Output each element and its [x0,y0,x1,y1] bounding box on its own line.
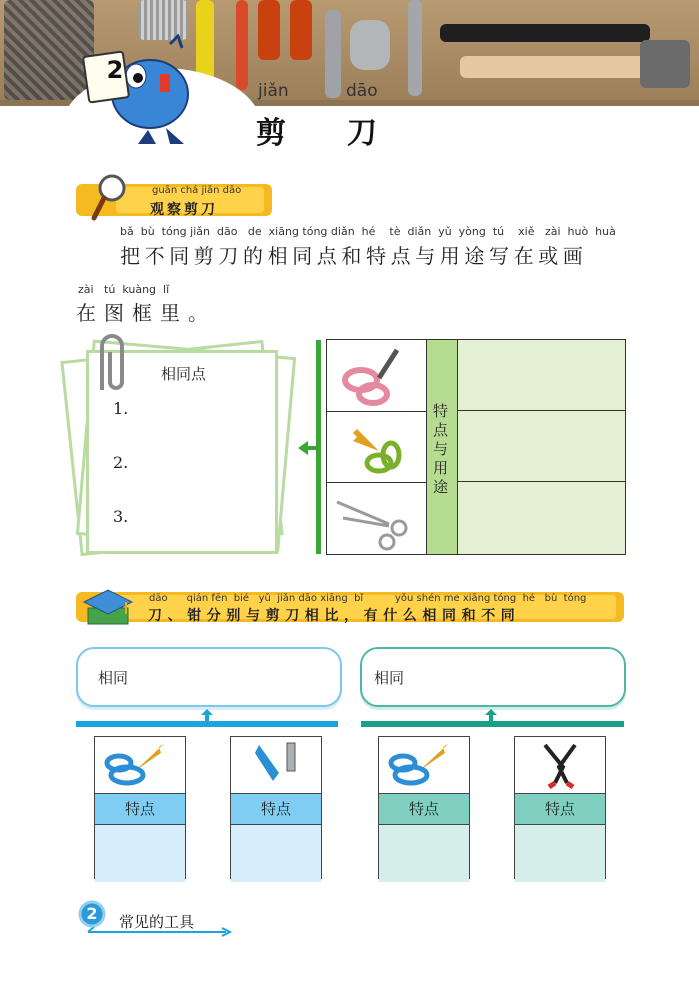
pliers-handle-image [258,0,280,60]
tool-card-2-label: 特点 [231,793,321,825]
similarity-item-1[interactable]: 1. [113,399,129,418]
title-pinyin-2: dāo [346,81,378,101]
compare-right-box[interactable] [360,647,626,707]
features-header: 特点与用途 [433,402,449,496]
features-table [326,339,626,555]
instruction-pinyin-2: zài tú kuàng lǐ [78,283,170,296]
title-char-1: 剪 [256,116,286,151]
knife-icon [231,737,321,789]
compare-left-bar [76,721,338,727]
tool-card-2 [230,736,322,879]
feature-answer-1[interactable] [458,340,625,411]
tool-card-3-answer[interactable] [379,825,469,882]
title-char-2: 刀 [347,116,377,151]
compare-right-bar [361,721,624,727]
compare-left-label: 相同 [98,669,129,687]
zigzag-scissors-icon [379,737,469,789]
similarity-item-3[interactable]: 3. [113,507,129,526]
features-header-cell [427,340,458,554]
feature-image-cell-2 [327,411,427,483]
tool-card-4 [514,736,606,879]
adjustable-wrench-image [350,20,390,70]
screwdriver-image [236,0,248,90]
section1-title: 观察剪刀 [150,202,218,218]
tool-card-3-label: 特点 [379,793,469,825]
instruction-line-1: 把不同剪刀的相同点和特点与用途写在或画 [120,244,588,268]
pliers-image [440,24,650,42]
next-section-title: 常见的工具 [119,913,195,931]
section1-pinyin: guān chá jiǎn dāo [152,185,242,196]
lesson-number: 2 [106,56,124,84]
tool-card-3 [378,736,470,879]
feature-answer-2[interactable] [458,411,625,482]
tool-card-1-answer[interactable] [95,825,185,882]
wrench-image-2 [408,0,422,96]
feature-image-cell-3 [327,482,427,554]
arrow-up-icon-right [485,709,497,721]
tool-card-4-label: 特点 [515,793,605,825]
title-pinyin-1: jiǎn [258,81,289,101]
tool-card-1 [94,736,186,879]
tool-card-2-answer[interactable] [231,825,321,882]
zigzag-scissors-icon [95,737,185,789]
pliers-handle-image-2 [290,0,312,60]
compare-right-label: 相同 [374,669,405,687]
arrow-left-icon [298,441,318,455]
section2-pinyin: dāo qián fēn bié yǔ jiǎn dāo xiāng bǐ yǒu shén me xiāng tóng hé bù tóng [149,593,587,604]
hammer-handle-image [460,56,660,78]
instruction-line-2: 在图框里。 [76,301,216,325]
pink-scissors-icon [327,340,426,411]
similarities-title: 相同点 [161,365,207,383]
instruction-pinyin-1: bǎ bù tóng jiǎn dāo de xiāng tóng diǎn hé tè diǎn yǔ yòng tú xiě zài huò huà [120,225,616,238]
paperclip-icon [90,330,130,398]
tool-card-4-answer[interactable] [515,825,605,882]
zigzag-scissors-icon [327,411,426,482]
section2-title: 刀、钳分别与剪刀相比，有什么相同和不同 [148,608,521,624]
feature-image-cell-1 [327,340,427,412]
wrench-image [325,10,341,98]
hammer-head-image [640,40,690,88]
book-grad-cap-icon [82,584,138,628]
compare-left-box[interactable] [76,647,342,707]
barber-scissors-icon [327,482,426,554]
next-section-number: 2 [86,904,98,923]
pliers-icon [515,737,605,789]
feature-answer-3[interactable] [458,482,625,554]
magnifier-icon [90,172,130,224]
tool-card-1-label: 特点 [95,793,185,825]
arrow-up-icon-left [201,709,213,721]
similarity-item-2[interactable]: 2. [113,453,129,472]
